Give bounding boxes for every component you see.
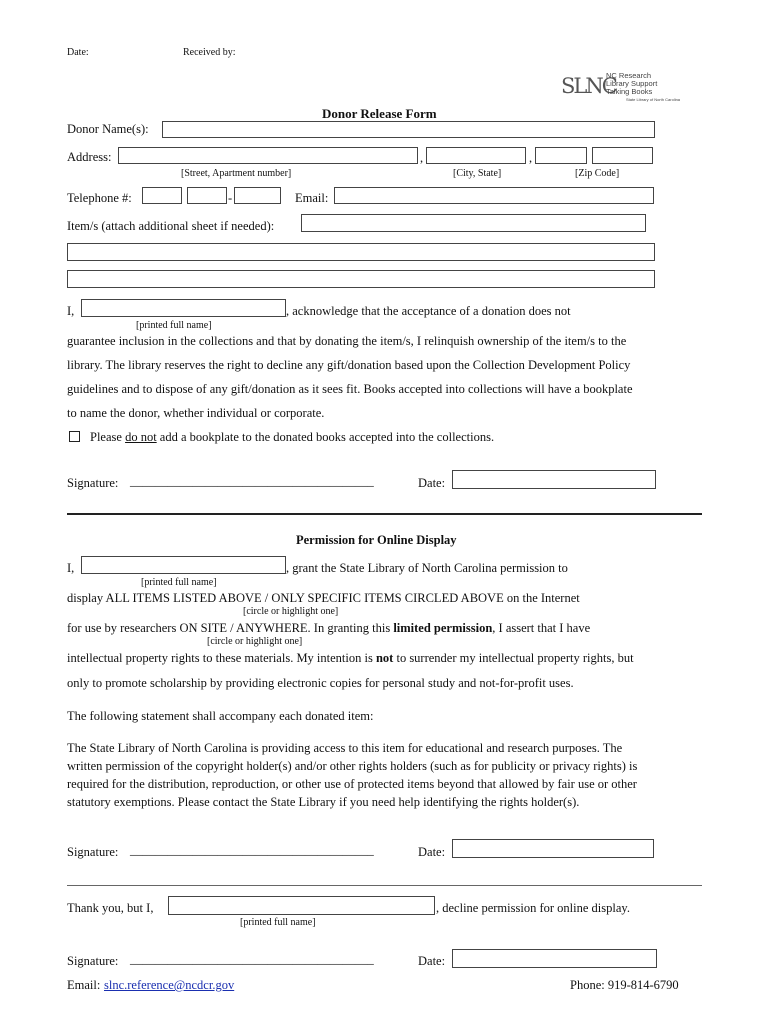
donor-date-label: Date: xyxy=(418,476,446,490)
no-bookplate-label: Please do not add a bookplate to the donated books accepted into the collections. xyxy=(90,430,495,444)
permission-i-label: I, xyxy=(67,561,75,575)
ack-printed-name-hint: [printed full name] xyxy=(136,320,212,331)
zip-code-hint: [Zip Code] xyxy=(575,168,620,179)
city-state-field[interactable] xyxy=(426,147,526,164)
statement-line-1: The State Library of North Carolina is providing access to this item for educational and research purposes. The xyxy=(67,741,623,755)
statement-line-3: required for the distribution, reproduction, or other use of protected items beyond that allowed by fair use or other xyxy=(67,777,637,791)
ack-suffix-text: , acknowledge that the acceptance of a donation does not xyxy=(286,304,571,318)
email-label: Email: xyxy=(295,191,329,205)
permission-date-field[interactable] xyxy=(452,839,654,858)
address-label: Address: xyxy=(67,150,112,164)
phone-dash: - xyxy=(228,191,233,205)
researchers-line: for use by researchers ON SITE / ANYWHERE. In granting this limited permission, I assert that I have xyxy=(67,621,591,635)
decline-printed-name-field[interactable] xyxy=(168,896,435,915)
display-choice-line: display ALL ITEMS LISTED ABOVE / ONLY SPECIFIC ITEMS CIRCLED ABOVE on the Internet xyxy=(67,591,580,605)
city-state-hint: [City, State] xyxy=(453,168,502,179)
permission-signature-line[interactable]: _______________________________________ xyxy=(130,843,374,857)
decline-text: , decline permission for online display. xyxy=(436,901,630,915)
permission-date-label: Date: xyxy=(418,845,446,859)
logo-line-1: NC Research xyxy=(606,71,652,80)
donor-signature-line[interactable]: _______________________________________ xyxy=(130,474,374,488)
permission-printed-name-hint: [printed full name] xyxy=(141,577,217,588)
header-date-label: Date: xyxy=(67,47,89,58)
phone-prefix-field[interactable] xyxy=(187,187,227,204)
ack-i-label: I, xyxy=(67,304,75,318)
thank-you-label: Thank you, but I, xyxy=(67,901,154,915)
permission-grant-text: , grant the State Library of North Carolina permission to xyxy=(286,561,568,575)
decline-printed-name-hint: [printed full name] xyxy=(240,917,316,928)
header-received-by-label: Received by: xyxy=(183,47,236,58)
statement-line-4: statutory exemptions. Please contact the State Library if you need help identifying the rights holder(s). xyxy=(67,795,580,809)
logo-mark: SLNC xyxy=(561,74,616,98)
ack-line-3: guidelines and to dispose of any gift/donation as it sees fit. Books accepted into collections will have a bookplate xyxy=(67,382,633,396)
items-field-2[interactable] xyxy=(67,243,655,261)
ack-line-4: to name the donor, whether individual or corporate. xyxy=(67,406,325,420)
statement-intro: The following statement shall accompany each donated item: xyxy=(67,709,374,723)
researchers-circle-hint: [circle or highlight one] xyxy=(207,636,303,647)
zip-code-field[interactable] xyxy=(592,147,653,164)
statement-line-2: written permission of the copyright holder(s) and/or other rights holders (such as for publicity or privacy rights) is xyxy=(67,759,638,773)
telephone-label: Telephone #: xyxy=(67,191,132,205)
decline-signature-line[interactable]: _______________________________________ xyxy=(130,952,374,966)
permission-printed-name-field[interactable] xyxy=(81,556,286,574)
donor-name-field[interactable] xyxy=(162,121,655,138)
street-hint: [Street, Apartment number] xyxy=(181,168,292,179)
donor-date-field[interactable] xyxy=(452,470,656,489)
donor-signature-label: Signature: xyxy=(67,476,119,490)
permission-signature-label: Signature: xyxy=(67,845,119,859)
decline-signature-label: Signature: xyxy=(67,954,119,968)
footer-phone: Phone: 919-814-6790 xyxy=(570,978,679,992)
form-title: Donor Release Form xyxy=(322,106,437,121)
ip-rights-line: intellectual property rights to these materials. My intention is not to surrender my intellectual property rights, but xyxy=(67,651,634,665)
ack-line-1: guarantee inclusion in the collections and that by donating the item/s, I relinquish ownership of the item/s to the xyxy=(67,334,627,348)
ack-printed-name-field[interactable] xyxy=(81,299,286,317)
street-field[interactable] xyxy=(118,147,418,164)
decline-divider xyxy=(67,885,702,886)
items-label: Item/s (attach additional sheet if needed): xyxy=(67,219,275,233)
phone-area-code-field[interactable] xyxy=(142,187,182,204)
display-circle-hint: [circle or highlight one] xyxy=(243,606,339,617)
logo-tagline: State Library of North Carolina xyxy=(626,97,681,102)
donor-name-label: Donor Name(s): xyxy=(67,122,149,136)
section-divider xyxy=(67,513,702,515)
footer-email-link[interactable]: slnc.reference@ncdcr.gov xyxy=(104,978,235,992)
no-bookplate-checkbox[interactable] xyxy=(69,431,80,442)
state-field[interactable] xyxy=(535,147,587,164)
items-field-3[interactable] xyxy=(67,270,655,288)
email-field[interactable] xyxy=(334,187,654,204)
decline-date-field[interactable] xyxy=(452,949,657,968)
items-field-1[interactable] xyxy=(301,214,646,232)
logo-line-3: Talking Books xyxy=(606,87,653,96)
permission-title: Permission for Online Display xyxy=(296,533,457,547)
address-comma-2: , xyxy=(529,151,533,165)
logo-line-2: Library Support xyxy=(606,79,658,88)
phone-line-field[interactable] xyxy=(234,187,281,204)
footer-email-label: Email: xyxy=(67,978,101,992)
decline-date-label: Date: xyxy=(418,954,446,968)
address-comma-1: , xyxy=(420,151,424,165)
promote-scholarship-line: only to promote scholarship by providing electronic copies for personal study and not-for-profit uses. xyxy=(67,676,574,690)
ack-line-2: library. The library reserves the right to decline any gift/donation based upon the Collection Development Policy xyxy=(67,358,631,372)
